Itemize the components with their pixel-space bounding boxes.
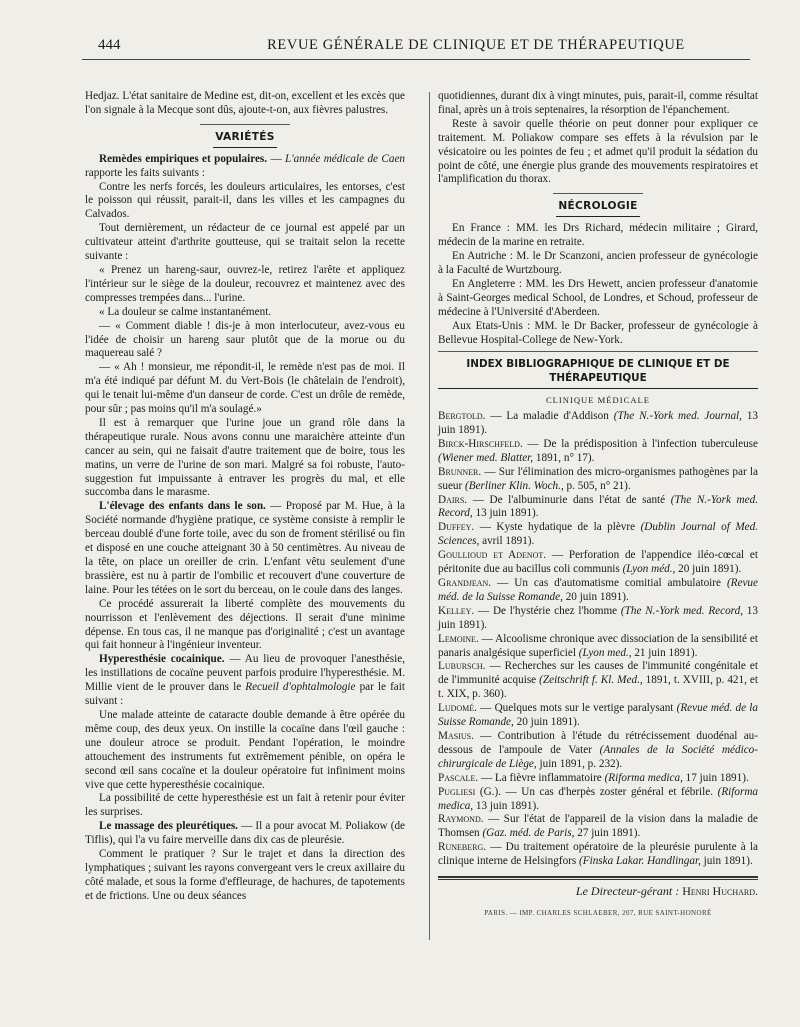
bibliography-entry: Birck-Hirschfeld. — De la prédisposition à l'infection tuberculeuse (Wiener med. Blatter, 1891, n° 17).: [438, 437, 758, 464]
index-subheading: CLINIQUE MÉDICALE: [545, 395, 651, 406]
bibliography-entry: Masius. — Contribution à l'étude du rétrécissement duodénal au-dessous de l'ampoule de Vater (Annales de la Société médico-chirurgicale de Liège, juin 1891, p. 232).: [438, 729, 758, 770]
paragraph-remedes: Remèdes empiriques et populaires. — L'année médicale de Caen rapporte les faits suivants :: [85, 152, 406, 179]
necrology-entry: En Autriche : M. le Dr Scanzoni, ancien professeur de gynécologie à la Faculté de Wurtzbourg.: [438, 250, 758, 276]
bibliography-entry: Lemoine. — Alcoolisme chronique avec dissociation de la sensibilité et panaris analgésique superficiel (Lyon med., 21 juin 1891).: [438, 632, 758, 659]
bibliography-entry: Goullioud et Adenot. — Perforation de l'appendice iléo-cœcal et péritonite due au bacillus coli communis (Lyon méd., 20 juin 1891).: [438, 549, 758, 576]
bibliography-entry: Raymond. — Sur l'état de l'appareil de la vision dans la maladie de Thomsen (Gaz. méd. de Paris, 27 juin 1891).: [438, 813, 758, 840]
director-signature: Le Directeur-gérant : Henri Huchard.: [575, 884, 758, 899]
paragraph: Il est à remarquer que l'urine joue un grand rôle dans la thérapeutique rurale. Nous avons connu une maraichère atteinte d'un cancer au sein, qui ne faisait d'autre traitement que de boire, tous les matins, un verre de l'urine de son mari. Malgré sa foi robuste, l'auto-suggestion fut impuissante à entraver les progrès du mal, et elle succomba dans le marasme.: [85, 416, 405, 499]
paragraph: Une malade atteinte de cataracte double demande à être opérée du même coup, des deux yeux. On instille la cocaïne dans l'œil gauche : une douleur atroce se produit. Pendant l'opération, le moindre attouchement des instruments fut extrêmement pénible, on opéra le second œil sans cocaïne et la douleur opératoire fut infiniment moins vive que cette hyperesthésie cocainique.: [85, 708, 405, 791]
section-heading-index: INDEX BIBLIOGRAPHIQUE DE CLINIQUE ET DE THÉRAPEUTIQUE: [438, 358, 758, 389]
bibliography-entry: Kelley. — De l'hystérie chez l'homme (The N.-York med. Record, 13 juin 1891).: [438, 604, 758, 631]
bibliography-list: [438, 410, 758, 869]
paragraph-massage: Le massage des pleurétiques. — Il a pour avocat M. Poliakow (de Tiflis), qui l'a vu faire merveille dans dix cas de pleurésie.: [85, 820, 405, 847]
section-divider: [553, 193, 643, 194]
left-column: [85, 90, 405, 904]
article-title-elevage: L'élevage des enfants dans le son.: [99, 500, 266, 513]
paragraph: Tout dernièrement, un rédacteur de ce journal est appelé par un cultivateur atteint d'arthrite goutteuse, qui se traitait selon la recette suivante :: [85, 222, 405, 263]
article-title-hyperesthesie: Hyperesthésie cocainique.: [99, 653, 225, 666]
bibliography-entry: Pascale. — La fièvre inflammatoire (Riforma medica, 17 juin 1891).: [438, 771, 749, 784]
article-title-massage: Le massage des pleurétiques.: [99, 820, 238, 833]
section-divider: [200, 124, 290, 125]
paragraph: « Prenez un hareng-saur, ouvrez-le, retirez l'arête et appliquez l'intérieur sur le siège de la douleur, recouvrez et maintenez avec des compresses trempées dans... l'urine.: [85, 263, 405, 304]
paragraph: « La douleur se calme instantanément.: [99, 305, 272, 318]
section-heading-necrologie: NÉCROLOGIE: [438, 200, 758, 217]
paragraph: Ce procédé assurerait la liberté complète des mouvements du nourrisson et l'enlèvement des déjections. Il serait d'une minime dépense. En tous cas, il ne manque pas d'originalité ; c'est un avantage qui fait honneur à l'ingénieur inventeur.: [85, 597, 405, 652]
running-title: REVUE GÉNÉRALE DE CLINIQUE ET DE THÉRAPEUTIQUE: [267, 37, 685, 53]
section-heading-varietes: VARIÉTÉS: [85, 131, 405, 148]
paragraph: Contre les nerfs forcés, les douleurs articulaires, les entorses, c'est le poisson qui réussit, parait-il, dans les villes et les campagnes du Calvados.: [85, 180, 405, 221]
paragraph: Reste à savoir quelle théorie on peut donner pour expliquer ce traitement. M. Poliakow compare ses effets à la révulsion par le vésicatoire ou les pointes de feu ; et admet qu'il produit la sédation du point de côté, une énergie plus grande des mouvements respiratoires et l'amplification du thorax.: [438, 117, 758, 186]
paragraph-hyperesthesie: Hyperesthésie cocainique. — Au lieu de provoquer l'anesthésie, les instillations de cocaïne peuvent parfois produire l'hyperesthésie. M. Millie vient de le prouver dans le Recueil d'ophtalmologie par le fait suivant :: [85, 653, 406, 708]
bibliography-entry: Ludomé. — Quelques mots sur le vertige paralysant (Revue méd. de la Suisse Romande, 20 juin 1891).: [438, 702, 758, 729]
paragraph: La possibilité de cette hyperesthésie est un fait à retenir pour éviter les surprises.: [85, 792, 405, 819]
section-divider: [438, 351, 758, 352]
article-title-remedes: Remèdes empiriques et populaires.: [99, 152, 268, 165]
paragraph: quotidiennes, durant dix à vingt minutes, puis, parait-il, comme résultat final, après un à trois septenaires, la résorption de l'épanchement.: [438, 90, 758, 116]
bibliography-entry: Runeberg. — Du traitement opératoire de la pleurésie purulente à la clinique interne de Helsingfors (Finska Lakar. Handlingar, juin 1891).: [438, 841, 758, 868]
page-number: 444: [98, 37, 121, 53]
paragraph-hedjaz: Hedjaz. L'état sanitaire de Medine est, dit-on, excellent et les excès que l'on signale à la Mecque sont dûs, ajoute-t-on, aux fièvres palustres.: [85, 90, 405, 116]
column-divider: [429, 92, 430, 940]
printer-imprint: PARIS. — IMP. CHARLES SCHLAEBER, 207, RUE SAINT-HONORÉ: [484, 908, 712, 917]
bibliography-entry: Lubursch. — Recherches sur les causes de l'immunité congénitale et de l'immunité acquise (Zeitschrift f. Kl. Med., 1891, t. XVIII, p. 421, et t. XIX, p. 360).: [438, 660, 758, 701]
bibliography-entry: Dairs. — De l'albuminurie dans l'état de santé (The N.-York med. Record, 13 juin 1891).: [438, 493, 758, 520]
paragraph: — « Comment diable ! dis-je à mon interlocuteur, avez-vous eu l'idée de choisir un hareng saur plutôt que de la morue ou du maquereau salé ?: [85, 319, 405, 360]
bibliography-entry: Grandjean. — Un cas d'automatisme comitial ambulatoire (Revue méd. de la Suisse Romande, 20 juin 1891).: [438, 577, 758, 603]
necrology-entry: En Angleterre : MM. les Drs Hewett, ancien professeur d'anatomie à Saint-Georges medical School, de Londres, et Schoud, professeur de médecine à l'Université d'Aberdeen.: [438, 277, 758, 318]
paragraph: — « Ah ! monsieur, me répondit-il, le remède n'est pas de moi. Il m'a été indiqué par défunt M. du Vert-Bois (le châtelain de l'endroit), qui le tenait lui-même d'un danseur de corde. C'est un drôle de remède, pour sûr ; pas moins qu'il m'a soulagé.»: [85, 361, 405, 416]
bibliography-entry: Brunner. — Sur l'élimination des micro-organismes pathogènes par la sueur (Berliner Klin. Woch., p. 505, n° 21).: [438, 465, 758, 492]
right-column: [438, 90, 758, 921]
source-citation: L'année médicale de Caen: [285, 152, 406, 165]
paragraph: Comment le pratiquer ? Sur le trajet et dans la direction des lymphatiques ; suivant les rayons convergeant vers le creux axillaire du côté malade, et sous la forme d'effleurage, de hachures, de tapotements et de frictions. Une ou deux séances: [85, 848, 405, 902]
bibliography-entry: Duffey. — Kyste hydatique de la plèvre (Dublin Journal of Med. Sciences, avril 1891).: [438, 521, 758, 548]
source-citation: Recueil d'ophtalmologie: [245, 681, 356, 694]
paragraph-elevage: L'élevage des enfants dans le son. — Proposé par M. Hue, à la Société normande d'hygiène pratique, ce système consiste à remplir le berceau doublé d'une forte toile, avec du son de froment stérilisé ou fin et disposé en une couche atteignant 30 à 50 centimètres. Au niveau de la tête, on place un oreiller de crin. L'enfant vêtu seulement d'une brassière, est nu à partir de l'ombilic et recouvert d'une couverture de laine. Pour les tétées on le sort du berceau, on le coule dans des langes.: [85, 500, 405, 596]
closing-rule: [438, 876, 758, 880]
bibliography-entry: Bergtold. — La maladie d'Addison (The N.-York med. Journal, 13 juin 1891).: [438, 410, 759, 437]
bibliography-entry: Pugliesi (G.). — Un cas d'herpès zoster général et fébrile. (Riforma medica, 13 juin 1891).: [438, 785, 758, 812]
necrology-entry: Aux Etats-Unis : MM. le Dr Backer, professeur de gynécologie à Bellevue Hospital-College de New-York.: [438, 319, 758, 346]
page-header: [82, 33, 750, 60]
necrology-entry: En France : MM. les Drs Richard, médecin militaire ; Girard, médecin de la marine en retraite.: [438, 222, 758, 249]
